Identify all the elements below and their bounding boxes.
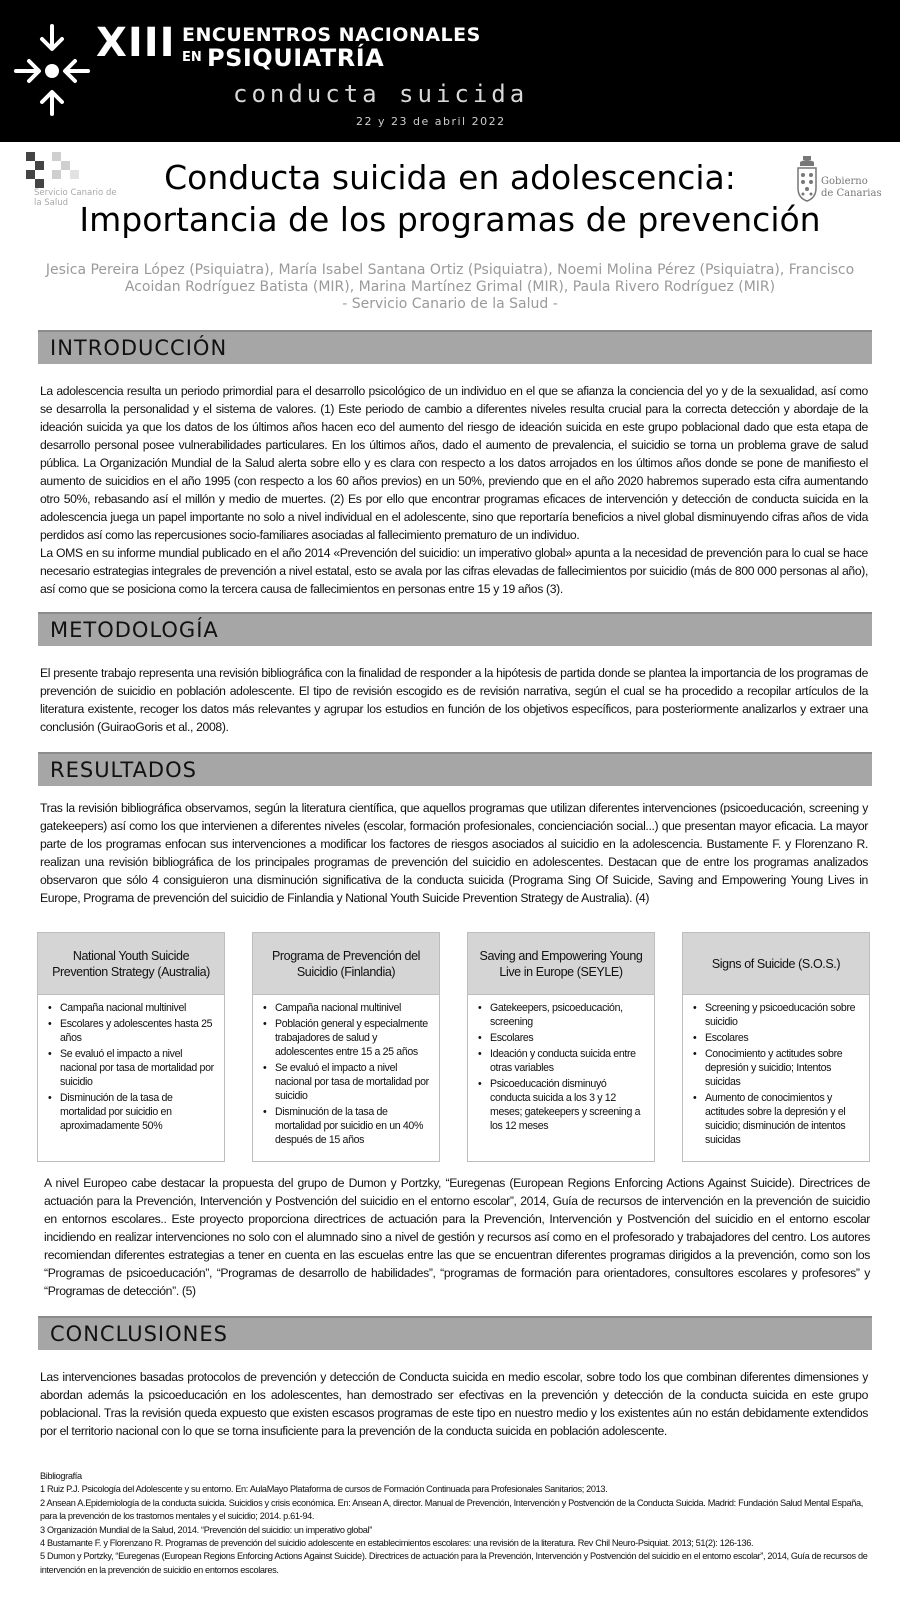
poster-title-line2: Importancia de los programas de prevención [79,200,821,239]
event-title-prefix: EN [182,50,202,65]
list-item: • Screening y psicoeducación sobre suicidio [689,1001,863,1029]
section-title: METODOLOGÍA [50,618,219,642]
bibliography-entry: 3 Organización Mundial de la Salud, 2014. “Prevención del suicidio: un imperativo global” [40,1524,372,1535]
list-item: • Escolares [474,1031,648,1045]
event-number: XIII [96,20,176,66]
intro-paragraph-1: La adolescencia resulta un periodo primordial para el desarrollo psicológico de un individuo en el que se afianza la conciencia del yo y de la sexualidad, así como se desarrolla la personalidad y el sistema de valores. (1) Este periodo de cambio a diferentes niveles resulta crucial para la correcta detección y abordaje de la ideación suicida ya que los datos de los últimos años hacen eco del aumento del riesgo de ideación suicida en este grupo poblacional dado que esta etapa de desarrollo personal posee vulnerabilidades particulares. En los últimos años, dado el aumento de prevalencia, el suicidio se torna un problema grave de salud pública. La Organización Mundial de la Salud alerta sobre ello y es clara con respecto a los datos arrojados en los últimos años donde se pone de manifiesto el aumento de suicidios en el año 1995 (con respecto a los 60 años previos) en un 50%, previendo que en el año 2020 habremos superado esta cifra aumentando otro 50%, rebasando así el millón y medio de muertes. (2) Es por ello que encontrar programas eficaces de intervención y detección de conducta suicida en la adolescencia juega un papel importante no solo a nivel individual en el adolescente, sino que reportaría beneficios a nivel global disminuyendo cifras años de vida perdidos así como las repercusiones socio-familiares asociadas al fallecimiento prematuro de un individuo. [40,384,868,542]
section-header-resultados [38,752,872,786]
list-item: • Conocimiento y actitudes sobre depresión y suicidio; Intentos suicidas [689,1047,863,1089]
bibliography-heading: Bibliografía [40,1471,82,1481]
program-card-list [253,995,439,1147]
authors-line1: Jesica Pereira López (Psiquiatra), María Isabel Santana Ortiz (Psiquiatra), Noemi Molina Pérez (Psiquiatra), Francisco [45,262,855,278]
program-card-list [468,995,654,1133]
metodologia-paragraph: El presente trabajo representa una revisión bibliográfica con la finalidad de responder a la hipótesis de partida donde se plantea la importancia de los programas de prevención de suicidio en población adolescente. El tipo de revisión escogido es de revisión narrativa, según el cual se ha procedido a recopilar artículos de la literatura existente, recoger los datos más relevantes y agrupar los estudios en función de los objetivos específicos, para posteriormente analizarlos y extraer una conclusión (GuiraoGoris et al., 2008). [40,666,868,734]
event-title-line1: ENCUENTROS NACIONALES [182,24,481,46]
list-item: • Aumento de conocimientos y actitudes sobre la depresión y el suicidio; disminución de intentos suicidas [689,1091,863,1147]
list-item: • Gatekeepers, psicoeducación, screening [474,1001,648,1029]
list-item: • Escolares [689,1031,863,1045]
list-item: • Población general y especialmente trabajadores de salud y adolescentes entre 15 a 25 años [259,1017,433,1059]
section-header-introduccion [38,330,872,364]
event-date: 22 y 23 de abril 2022 [356,115,506,128]
list-item: • Psicoeducación disminuyó conducta suicida a los 3 y 12 meses; gatekeepers y screening a los 12 meses [474,1077,648,1133]
event-banner [0,0,900,142]
bibliography-entry: 5 Dumon y Portzky, “Euregenas (European Regions Enforcing Actions Against Suicide). Directrices de actuación para la Prevención, Intervención y Postvención del suicidio en el entorno escolar”, 2014, Guía de recursos de intervención en la prevención de suicidio en entornos escolares. [40,1551,868,1575]
section-header-conclusiones [38,1316,872,1350]
list-item: • Escolares y adolescentes hasta 25 años [44,1017,218,1045]
program-card-sos [682,932,870,1162]
list-item: • Disminución de la tasa de mortalidad por suicidio en un 40% después de 15 años [259,1105,433,1147]
program-card-title: Signs of Suicide (S.O.S.) [683,933,869,995]
list-item: • Campaña nacional multinivel [259,1001,433,1015]
section-title: RESULTADOS [50,758,197,782]
event-title-line2: PSIQUIATRÍA [207,44,385,72]
resultados-paragraph-2: A nivel Europeo cabe destacar la propuesta del grupo de Dumon y Portzky, “Euregenas (European Regions Enforcing Actions Against Suicide). Directrices de actuación para la Prevención, Intervención y Postvención del suicidio en el entorno escolar”, 2014, Guía de recursos de intervención en la prevención de suicidio en entornos escolares.. Este proyecto proporciona directrices de actuación para la Prevención, Intervención y Postvención del suicidio en el entorno escolar incidiendo en realizar intervenciones no solo con el alumnado sino a nivel de gestión y recursos así como en el profesorado y trabajadores del centro. Los autores recomiendan diferentes estrategias a tener en cuenta en las escuelas entre las que se encuentran diferentes programas dirigidos a la prevención, como son los “Programas de psicoeducación”, “Programas de desarrollo de habilidades”, “programas de formación para orientadores, consultores escolares y profesores” y “Programas de detección”. (5) [44,1176,870,1298]
program-card-title: Saving and Empowering Young Live in Europe (SEYLE) [468,933,654,995]
bibliography-entry: 4 Bustamante F. y Florenzano R. Programas de prevención del suicidio adolescente en establecimientos escolares: una revisión de la literatura. Rev Chil Neuro-Psiquiat. 2013; 51(2): 126-136. [40,1538,754,1549]
gobierno-line2: de Canarias [821,188,882,199]
list-item: • Se evaluó el impacto a nivel nacional por tasa de mortalidad por suicidio [44,1047,218,1089]
bibliography-entry: 2 Ansean A.Epidemiología de la conducta suicida. Suicidios y crisis económica. En: Ansean A, director. Manual de Prevención, Intervención y Postvención de la Conducta Suicida. Madrid: Fundación Salud Mental España, para la prevención de los trastornos mentales y el suicidio; 2014. p.61-94. [40,1497,863,1522]
intro-text [40,382,868,598]
program-card-seyle [467,932,655,1162]
program-card-title: Programa de Prevención del Suicidio (Finlandia) [253,933,439,995]
list-item: • Se evaluó el impacto a nivel nacional por tasa de mortalidad por suicidio [259,1061,433,1103]
section-title: INTRODUCCIÓN [50,336,228,360]
list-item: • Disminución de la tasa de mortalidad por suicidio en aproximadamente 50% [44,1091,218,1133]
event-subtitle: conducta suicida [233,80,529,108]
program-card-finlandia [252,932,440,1162]
arrows-convergence-icon [14,22,90,118]
scs-logo-text: Servicio Canario de la Salud [34,188,117,208]
bibliography [40,1470,872,1577]
program-card-australia [37,932,225,1162]
authors-line2: Acoidan Rodríguez Batista (MIR), Marina Martínez Grimal (MIR), Paula Rivero Rodríguez (MIR) [124,279,776,295]
program-card-list [38,995,224,1133]
authors-affiliation: - Servicio Canario de la Salud - [342,296,558,312]
list-item: • Ideación y conducta suicida entre otras variables [474,1047,648,1075]
resultados-paragraph-1: Tras la revisión bibliográfica observamos, según la literatura científica, que aquellos programas que utilizan diferentes intervenciones (psicoeducación, screening y gatekeepers) así como los que intervienen a diferentes niveles (escolar, formación profesionales, concienciación social...) que presentan mayor eficacia. La mayor parte de los programas enfocan sus intervenciones a modificar los factores de riesgos asociados al suicidio en la adolescencia. Bustamente F. y Florenzano R. realizan una revisión bibliográfica de los principales programas de prevención del suicidio en adolescentes. Destacan que de entre los programas analizados observaron que sólo 4 consiguieron una disminución significativa de la conducta suicida (Programa Sing Of Suicide, Saving and Empowering Young Lives in Europe, Programa de prevención del suicidio de Finlandia y National Youth Suicide Prevention Strategy de Australia). (4) [40,801,868,905]
program-card-list [683,995,869,1147]
section-title: CONCLUSIONES [50,1322,228,1346]
authors-block [40,262,860,313]
bibliography-entry: 1 Ruiz P.J. Psicología del Adolescente y su entorno. En: AulaMayo Plataforma de cursos de Formación Continuada para Profesionales Sanitarios; 2013. [40,1484,608,1495]
list-item: • Campaña nacional multinivel [44,1001,218,1015]
section-header-metodologia [38,612,872,646]
gobierno-line1: Gobierno [821,176,868,187]
conclusiones-paragraph: Las intervenciones basadas protocolos de prevención y detección de Conducta suicida en medio escolar, sobre todo los que combinan diferentes dimensiones y abordan además la psicoeducación en los adolescentes, han demostrado ser efectivas en la prevención y detección de la conducta suicida en este grupo poblacional. Tras la revisión queda expuesto que existen escasos programas de este tipo en nuestro medio y los existentes aún no están debidamente extendidos por el territorio nacional con lo que se torna insuficiente para la prevención de la conducta suicida en población adolescente. [40,1370,868,1438]
intro-paragraph-2: La OMS en su informe mundial publicado en el año 2014 «Prevención del suicidio: un imperativo global» apunta a la necesidad de prevención para lo cual se hace necesario estrategias integrales de prevención a nivel estatal, esto se avala por las cifras elevadas de fallecimientos por suicidio (más de 800 000 personas al año), así como que se posiciona como la tercera causa de fallecimientos en personas entre 15 y 19 años (3). [40,546,868,596]
poster-title-line1: Conducta suicida en adolescencia: [164,158,736,197]
program-card-title: National Youth Suicide Prevention Strategy (Australia) [38,933,224,995]
